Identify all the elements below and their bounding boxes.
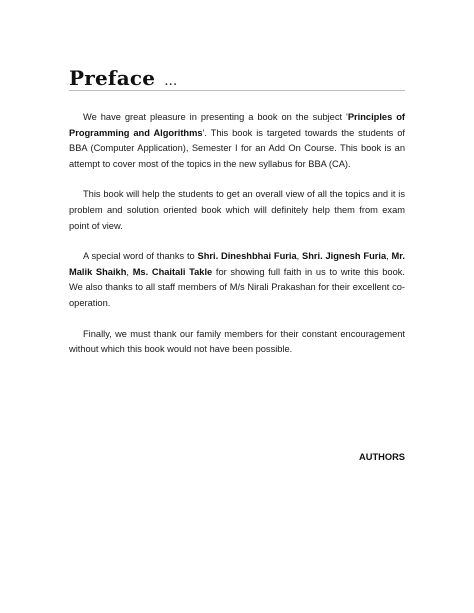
text-run: , (386, 251, 392, 262)
text-run: for showing full faith in us to write this book. We also thanks to all staff members of M/s Nirali Prakashan for their excellent co-operation. (69, 266, 406, 308)
text-run: '. This book is targeted towards the students of BBA (Computer Application), Semester I for an Add On Course. This book is an attempt to cover most of the topics in the new syllabus for BBA (CA). (69, 127, 405, 169)
text-run: , (126, 266, 133, 277)
title-underline (69, 90, 405, 91)
title-text: Preface (69, 66, 156, 90)
text-run: Finally, we must thank our family members for their constant encouragement without which this book would not have been possible. (69, 328, 405, 355)
bold-text: Ms. Chaitali Takle (132, 266, 213, 277)
text-run: A special word of thanks to (83, 251, 198, 262)
paragraph-2 (69, 187, 405, 234)
text-run: This book will help the students to get an overall view of all the topics and it is problem and solution oriented book which will definitely help them from exam point of view. (69, 189, 405, 231)
preface-body (69, 110, 405, 373)
text-run: We have great pleasure in presenting a book on the subject ' (83, 112, 348, 122)
paragraph-3 (69, 249, 405, 311)
bold-text: Shri. Jignesh Furia (302, 251, 387, 262)
bold-text: Mr. Malik Shaikh (69, 251, 405, 277)
bold-text: Principles of Programming and Algorithms (69, 112, 405, 138)
signature: AUTHORS (359, 452, 405, 462)
paragraph-1 (69, 110, 405, 172)
text-run: , (296, 251, 303, 262)
bold-text: Shri. Dineshbhai Furia (197, 251, 297, 262)
title-ellipsis: ... (164, 74, 178, 89)
paragraph-4 (69, 327, 405, 358)
